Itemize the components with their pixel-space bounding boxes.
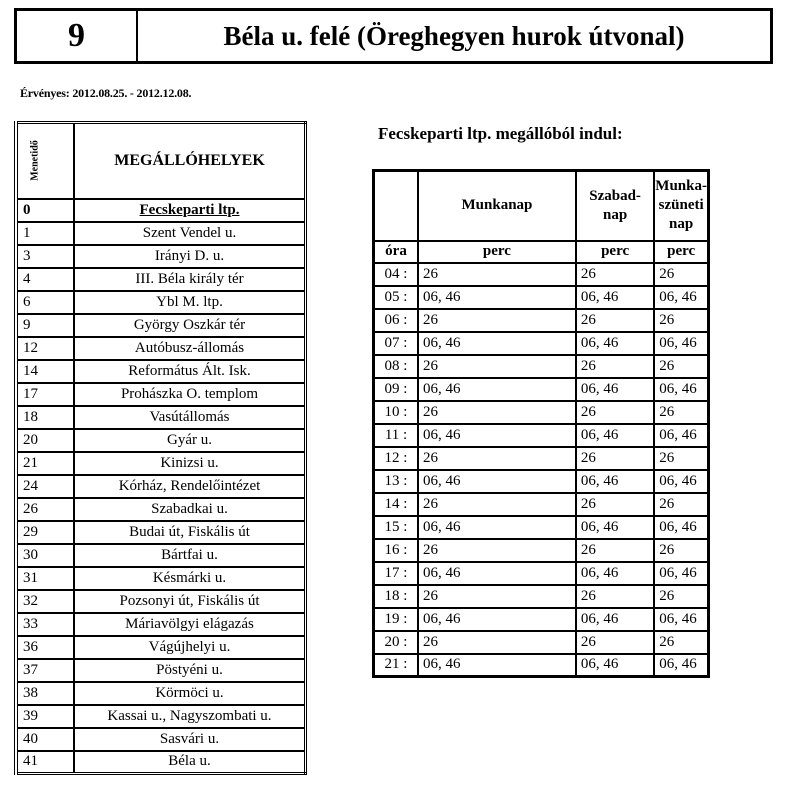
stop-name: Prohászka O. templom bbox=[74, 383, 306, 406]
holiday-minutes: 26 bbox=[654, 309, 708, 332]
travel-time: 20 bbox=[16, 429, 74, 452]
timetable-row bbox=[374, 539, 709, 562]
departure-title: Fecskeparti ltp. megállóból indul: bbox=[378, 124, 623, 143]
hour-cell: 16 : bbox=[374, 539, 419, 562]
workday-minutes: 26 bbox=[418, 447, 576, 470]
holiday-minutes: 06, 46 bbox=[654, 654, 708, 677]
travel-time: 39 bbox=[16, 705, 74, 728]
workday-minutes: 06, 46 bbox=[418, 516, 576, 539]
travel-time: 1 bbox=[16, 222, 74, 245]
holiday-minutes: 06, 46 bbox=[654, 470, 708, 493]
workday-minutes: 26 bbox=[418, 631, 576, 654]
stop-row bbox=[16, 475, 306, 498]
holiday-minutes: 06, 46 bbox=[654, 378, 708, 401]
timetable-row bbox=[374, 470, 709, 493]
workday-minutes: 06, 46 bbox=[418, 608, 576, 631]
stop-name: Bártfai u. bbox=[74, 544, 306, 567]
stop-name: Késmárki u. bbox=[74, 567, 306, 590]
stop-row bbox=[16, 659, 306, 682]
timetable-row bbox=[374, 263, 709, 286]
stop-row bbox=[16, 498, 306, 521]
stop-name: György Oszkár tér bbox=[74, 314, 306, 337]
stop-name: Budai út, Fiskális út bbox=[74, 521, 306, 544]
hour-cell: 07 : bbox=[374, 332, 419, 355]
travel-time: 41 bbox=[16, 751, 74, 774]
workday-minutes: 26 bbox=[418, 355, 576, 378]
stop-row bbox=[16, 590, 306, 613]
timetable-row bbox=[374, 424, 709, 447]
workday-minutes: 06, 46 bbox=[418, 470, 576, 493]
workday-minutes: 06, 46 bbox=[418, 286, 576, 309]
stop-name: Vágújhelyi u. bbox=[74, 636, 306, 659]
saturday-minutes: 26 bbox=[576, 585, 654, 608]
travel-time: 18 bbox=[16, 406, 74, 429]
workday-minutes: 26 bbox=[418, 585, 576, 608]
workday-minutes: 26 bbox=[418, 309, 576, 332]
holiday-minutes: 26 bbox=[654, 493, 708, 516]
travel-time: 12 bbox=[16, 337, 74, 360]
travel-time: 24 bbox=[16, 475, 74, 498]
stop-row bbox=[16, 751, 306, 774]
saturday-minutes: 26 bbox=[576, 447, 654, 470]
timetable bbox=[372, 169, 710, 678]
timetable-row bbox=[374, 516, 709, 539]
timetable-row bbox=[374, 493, 709, 516]
stop-name: Irányi D. u. bbox=[74, 245, 306, 268]
hour-cell: 19 : bbox=[374, 608, 419, 631]
timetable-row bbox=[374, 309, 709, 332]
stop-name: Vasútállomás bbox=[74, 406, 306, 429]
hour-cell: 13 : bbox=[374, 470, 419, 493]
stop-name: Kórház, Rendelőintézet bbox=[74, 475, 306, 498]
stop-row bbox=[16, 383, 306, 406]
hour-cell: 18 : bbox=[374, 585, 419, 608]
stop-row bbox=[16, 291, 306, 314]
hour-header: óra bbox=[374, 241, 419, 263]
stop-row bbox=[16, 222, 306, 245]
stop-name: Sasvári u. bbox=[74, 728, 306, 751]
hour-cell: 04 : bbox=[374, 263, 419, 286]
timetable-row bbox=[374, 585, 709, 608]
hour-cell: 10 : bbox=[374, 401, 419, 424]
stop-name: Pozsonyi út, Fiskális út bbox=[74, 590, 306, 613]
holiday-minutes: 26 bbox=[654, 263, 708, 286]
stop-name: Református Ált. Isk. bbox=[74, 360, 306, 383]
stop-row bbox=[16, 360, 306, 383]
minute-header-workday: perc bbox=[418, 241, 576, 263]
saturday-minutes: 06, 46 bbox=[576, 654, 654, 677]
travel-time: 30 bbox=[16, 544, 74, 567]
timetable-row bbox=[374, 631, 709, 654]
holiday-minutes: 06, 46 bbox=[654, 562, 708, 585]
workday-minutes: 06, 46 bbox=[418, 378, 576, 401]
saturday-minutes: 06, 46 bbox=[576, 516, 654, 539]
workday-header: Munkanap bbox=[418, 171, 576, 241]
saturday-minutes: 26 bbox=[576, 631, 654, 654]
saturday-minutes: 06, 46 bbox=[576, 332, 654, 355]
saturday-minutes: 26 bbox=[576, 263, 654, 286]
hour-cell: 17 : bbox=[374, 562, 419, 585]
travel-time: 6 bbox=[16, 291, 74, 314]
saturday-minutes: 26 bbox=[576, 401, 654, 424]
hour-cell: 21 : bbox=[374, 654, 419, 677]
stop-row bbox=[16, 682, 306, 705]
travel-time: 40 bbox=[16, 728, 74, 751]
stop-row bbox=[16, 199, 306, 222]
timetable-row bbox=[374, 355, 709, 378]
timetable-row bbox=[374, 562, 709, 585]
travel-time: 21 bbox=[16, 452, 74, 475]
travel-time: 3 bbox=[16, 245, 74, 268]
workday-minutes: 06, 46 bbox=[418, 332, 576, 355]
travel-time: 26 bbox=[16, 498, 74, 521]
holiday-minutes: 26 bbox=[654, 447, 708, 470]
stop-row bbox=[16, 636, 306, 659]
saturday-minutes: 06, 46 bbox=[576, 608, 654, 631]
timetable-row bbox=[374, 286, 709, 309]
stop-name: Máriavölgyi elágazás bbox=[74, 613, 306, 636]
workday-minutes: 06, 46 bbox=[418, 424, 576, 447]
holiday-minutes: 26 bbox=[654, 585, 708, 608]
holiday-minutes: 26 bbox=[654, 631, 708, 654]
validity-period: Érvényes: 2012.08.25. - 2012.12.08. bbox=[20, 86, 192, 100]
travel-time: 37 bbox=[16, 659, 74, 682]
workday-minutes: 26 bbox=[418, 401, 576, 424]
stop-row bbox=[16, 728, 306, 751]
travel-time: 0 bbox=[16, 199, 74, 222]
stop-row bbox=[16, 268, 306, 291]
workday-minutes: 06, 46 bbox=[418, 562, 576, 585]
holiday-minutes: 06, 46 bbox=[654, 608, 708, 631]
travel-time-header: Menetidő bbox=[16, 123, 74, 199]
saturday-minutes: 06, 46 bbox=[576, 286, 654, 309]
travel-time: 32 bbox=[16, 590, 74, 613]
saturday-minutes: 26 bbox=[576, 539, 654, 562]
holiday-minutes: 26 bbox=[654, 401, 708, 424]
stop-row bbox=[16, 406, 306, 429]
stop-row bbox=[16, 245, 306, 268]
stop-row bbox=[16, 567, 306, 590]
workday-minutes: 26 bbox=[418, 263, 576, 286]
stop-name: Kinizsi u. bbox=[74, 452, 306, 475]
holiday-minutes: 26 bbox=[654, 539, 708, 562]
saturday-minutes: 06, 46 bbox=[576, 470, 654, 493]
stop-row bbox=[16, 521, 306, 544]
holiday-header: Munka- szüneti nap bbox=[654, 171, 708, 241]
stop-name: Ybl M. ltp. bbox=[74, 291, 306, 314]
stop-name: Szabadkai u. bbox=[74, 498, 306, 521]
travel-time: 36 bbox=[16, 636, 74, 659]
travel-time: 14 bbox=[16, 360, 74, 383]
hour-cell: 05 : bbox=[374, 286, 419, 309]
stops-table bbox=[14, 121, 307, 775]
route-header bbox=[14, 8, 773, 64]
workday-minutes: 26 bbox=[418, 539, 576, 562]
timetable-row bbox=[374, 608, 709, 631]
hour-blank-header bbox=[374, 171, 419, 241]
stops-header: MEGÁLLÓHELYEK bbox=[74, 123, 306, 199]
workday-minutes: 06, 46 bbox=[418, 654, 576, 677]
stop-row bbox=[16, 705, 306, 728]
saturday-minutes: 06, 46 bbox=[576, 562, 654, 585]
stop-name: Kassai u., Nagyszombati u. bbox=[74, 705, 306, 728]
timetable-row bbox=[374, 654, 709, 677]
route-title: Béla u. felé (Öreghegyen hurok útvonal) bbox=[223, 20, 685, 51]
timetable-row bbox=[374, 401, 709, 424]
timetable-row bbox=[374, 332, 709, 355]
stop-row bbox=[16, 429, 306, 452]
saturday-header: Szabad- nap bbox=[576, 171, 654, 241]
saturday-minutes: 26 bbox=[576, 309, 654, 332]
stop-name: Körmöci u. bbox=[74, 682, 306, 705]
holiday-minutes: 06, 46 bbox=[654, 332, 708, 355]
travel-time: 9 bbox=[16, 314, 74, 337]
stop-row bbox=[16, 613, 306, 636]
stop-name: Pöstyéni u. bbox=[74, 659, 306, 682]
holiday-minutes: 26 bbox=[654, 355, 708, 378]
travel-time: 4 bbox=[16, 268, 74, 291]
holiday-minutes: 06, 46 bbox=[654, 286, 708, 309]
travel-time: 33 bbox=[16, 613, 74, 636]
timetable-row bbox=[374, 378, 709, 401]
holiday-minutes: 06, 46 bbox=[654, 516, 708, 539]
saturday-minutes: 26 bbox=[576, 493, 654, 516]
stop-row bbox=[16, 337, 306, 360]
stop-row bbox=[16, 314, 306, 337]
stop-row bbox=[16, 452, 306, 475]
stop-name: Fecskeparti ltp. bbox=[74, 199, 306, 222]
travel-time: 38 bbox=[16, 682, 74, 705]
minute-header-holiday: perc bbox=[654, 241, 708, 263]
workday-minutes: 26 bbox=[418, 493, 576, 516]
hour-cell: 20 : bbox=[374, 631, 419, 654]
travel-time: 17 bbox=[16, 383, 74, 406]
stop-row bbox=[16, 544, 306, 567]
hour-cell: 12 : bbox=[374, 447, 419, 470]
saturday-minutes: 06, 46 bbox=[576, 424, 654, 447]
holiday-minutes: 06, 46 bbox=[654, 424, 708, 447]
stop-name: Béla u. bbox=[74, 751, 306, 774]
stop-name: Gyár u. bbox=[74, 429, 306, 452]
timetable-row bbox=[374, 447, 709, 470]
hour-cell: 15 : bbox=[374, 516, 419, 539]
line-number: 9 bbox=[17, 11, 138, 61]
hour-cell: 14 : bbox=[374, 493, 419, 516]
hour-cell: 06 : bbox=[374, 309, 419, 332]
hour-cell: 11 : bbox=[374, 424, 419, 447]
stop-name: Autóbusz-állomás bbox=[74, 337, 306, 360]
travel-time: 31 bbox=[16, 567, 74, 590]
saturday-minutes: 06, 46 bbox=[576, 378, 654, 401]
travel-time: 29 bbox=[16, 521, 74, 544]
saturday-minutes: 26 bbox=[576, 355, 654, 378]
stop-name: Szent Vendel u. bbox=[74, 222, 306, 245]
hour-cell: 09 : bbox=[374, 378, 419, 401]
stop-name: III. Béla király tér bbox=[74, 268, 306, 291]
hour-cell: 08 : bbox=[374, 355, 419, 378]
minute-header-saturday: perc bbox=[576, 241, 654, 263]
